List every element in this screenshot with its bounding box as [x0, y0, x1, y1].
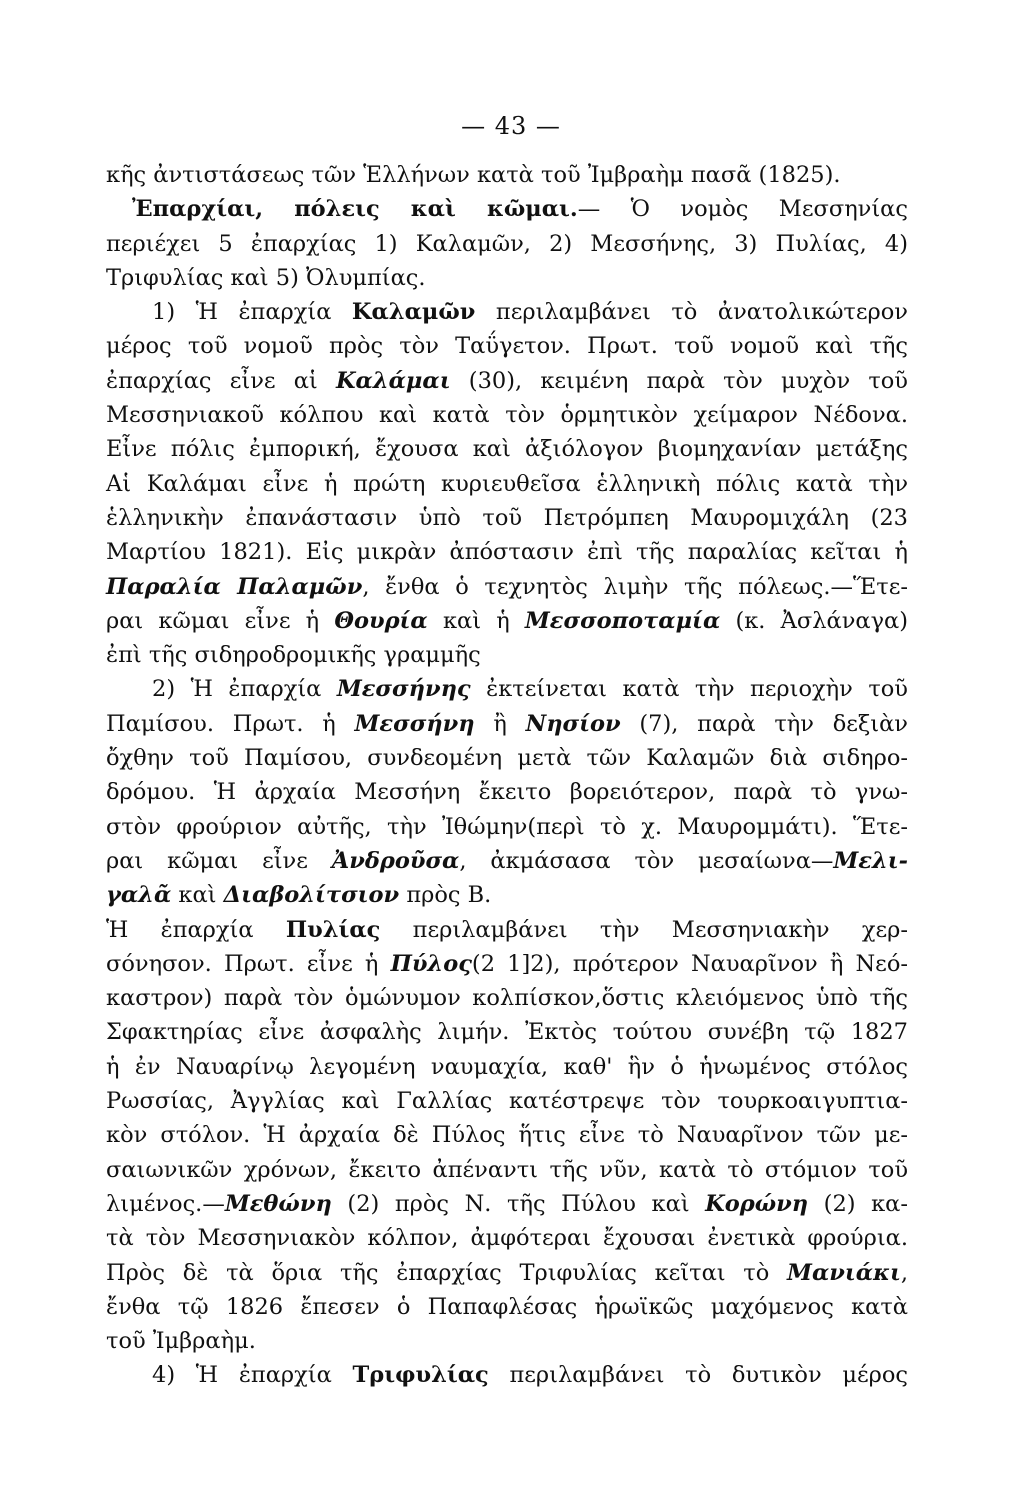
- text-line: Σφακτηρίας εἶνε ἀσφαλὴς λιμήν. Ἐκτὸς τούτου συνέβη τῷ 1827: [106, 1019, 908, 1046]
- text-segment: σόνησον. Πρωτ. εἶνε ἡ: [106, 950, 391, 977]
- text-segment: Πρὸς δὲ τὰ ὅρια τῆς ἐπαρχίας Τριφυλίας κεῖται τὸ: [106, 1259, 788, 1286]
- emphasized-term: Μεθώνη: [224, 1190, 332, 1217]
- emphasized-term: Κορώνη: [705, 1190, 809, 1217]
- text-line: [106, 570, 908, 604]
- text-line: [106, 1256, 908, 1290]
- text-segment: ραι κῶμαι εἶνε ἡ: [106, 607, 335, 634]
- text-segment: (30), κειμένη παρὰ τὸν μυχὸν τοῦ: [450, 367, 908, 394]
- emphasized-term: Τριφυλίας: [352, 1362, 489, 1389]
- text-line: ἡ ἐν Ναυαρίνῳ λεγομένη ναυμαχία, καθ' ἣν ὁ ἡνωμένος στόλος: [106, 1053, 908, 1080]
- text-line: Αἱ Καλάμαι εἶνε ἡ πρώτη κυριευθεῖσα ἑλληνικὴ πόλις κατὰ τὴν: [106, 470, 908, 497]
- text-segment: περιλαμβάνει τὴν Μεσσηνιακὴν χερ-: [380, 916, 909, 943]
- text-line: δρόμου. Ἡ ἀρχαία Μεσσήνη ἔκειτο βορειότερον, παρὰ τὸ γνω-: [106, 779, 908, 806]
- text-line: ὄχθην τοῦ Παμίσου, συνδεομένη μετὰ τῶν Καλαμῶν διὰ σιδηρο-: [106, 745, 908, 772]
- emphasized-term: γαλᾶ: [106, 882, 172, 909]
- emphasized-term: Διαβολίτσιον: [223, 882, 400, 909]
- emphasized-term: Ἐπαρχίαι, πόλεις καὶ κῶμαι.: [132, 196, 578, 223]
- text-line: κῆς ἀντιστάσεως τῶν Ἑλλήνων κατὰ τοῦ Ἰμβραὴμ πασᾶ (1825).: [106, 162, 841, 188]
- text-segment: περιλαμβάνει τὸ ἀνατολικώτερον: [475, 299, 908, 326]
- text-line: [106, 192, 908, 226]
- text-segment: 2) Ἡ ἐπαρχία: [152, 676, 337, 703]
- emphasized-term: Παραλία Παλαμῶν: [106, 573, 363, 600]
- text-line: περιέχει 5 ἐπαρχίας 1) Καλαμῶν, 2) Μεσσήνης, 3) Πυλίας, 4): [106, 230, 908, 257]
- text-segment: (2 1]2), πρότερον Ναυαρῖνον ἢ Νεό-: [471, 950, 908, 977]
- text-line: κὸν στόλον. Ἡ ἀρχαία δὲ Πύλος ἥτις εἶνε τὸ Ναυαρῖνον τῶν με-: [106, 1122, 908, 1149]
- text-line: [106, 1187, 908, 1221]
- emphasized-term: Μεσσοποταμία: [524, 607, 721, 634]
- text-line: [106, 707, 908, 741]
- text-segment: — Ὁ νομὸς Μεσσηνίας: [577, 196, 908, 223]
- text-line: [106, 672, 908, 706]
- text-segment: λιμένος.—: [106, 1190, 225, 1217]
- text-line: [106, 878, 908, 912]
- text-segment: καὶ: [171, 882, 224, 909]
- text-line: [106, 913, 908, 947]
- text-segment: Παμίσου. Πρωτ. ἡ: [106, 710, 355, 737]
- text-line: ἐπὶ τῆς σιδηροδρομικῆς γραμμῆς: [106, 642, 481, 669]
- text-segment: 1) Ἡ ἐπαρχία: [152, 299, 352, 326]
- text-line: [106, 364, 908, 398]
- text-line: στὸν φρούριον αὐτῆς, τὴν Ἰθώμην(περὶ τὸ χ. Μαυρομμάτι). Ἕτε-: [106, 813, 908, 840]
- text-segment: 4) Ἡ ἐπαρχία: [152, 1362, 353, 1389]
- text-line: [106, 844, 908, 878]
- text-line: Τριφυλίας καὶ 5) Ὀλυμπίας.: [106, 264, 426, 291]
- page-number: — 43 —: [461, 112, 561, 140]
- text-segment: , ἔνθα ὁ τεχνητὸς λιμὴν τῆς πόλεως.—Ἕτε-: [362, 573, 908, 600]
- emphasized-term: Μανιάκι: [787, 1259, 901, 1286]
- emphasized-term: Μελι-: [833, 847, 908, 874]
- emphasized-term: Θουρία: [334, 607, 428, 634]
- emphasized-term: Μεσσήνης: [336, 676, 471, 703]
- emphasized-term: Νησίον: [525, 710, 621, 737]
- text-segment: (7), παρὰ τὴν δεξιὰν: [620, 710, 908, 737]
- text-line: [106, 295, 908, 329]
- text-segment: πρὸς Β.: [399, 882, 492, 909]
- text-segment: Ἡ ἐπαρχία: [106, 916, 286, 943]
- text-line: Ρωσσίας, Ἀγγλίας καὶ Γαλλίας κατέστρεψε τὸν τουρκοαιγυπτια-: [106, 1088, 908, 1115]
- text-segment: (2) κα-: [808, 1190, 908, 1217]
- text-segment: , ἀκμάσασα τὸν μεσαίωνα—: [459, 847, 834, 874]
- emphasized-term: Καλάμαι: [335, 367, 451, 394]
- emphasized-term: Πυλίας: [285, 916, 381, 943]
- text-line: [106, 604, 908, 638]
- emphasized-term: Μεσσήνη: [354, 710, 475, 737]
- text-line: Μεσσηνιακοῦ κόλπου καὶ κατὰ τὸν ὁρμητικὸν χείμαρον Νέδονα.: [106, 402, 908, 429]
- body-text: [106, 158, 908, 1393]
- text-line: τοῦ Ἰμβραὴμ.: [106, 1328, 256, 1355]
- text-line: μέρος τοῦ νομοῦ πρὸς τὸν Ταΰγετον. Πρωτ. τοῦ νομοῦ καὶ τῆς: [106, 333, 908, 360]
- text-segment: περιλαμβάνει τὸ δυτικὸν μέρος: [488, 1362, 908, 1389]
- text-line: Εἶνε πόλις ἐμπορική, ἔχουσα καὶ ἀξιόλογον βιομηχανίαν μετάξης: [106, 436, 908, 463]
- text-segment: (κ. Ἀσλάναγα): [720, 607, 908, 634]
- text-line: [106, 1358, 908, 1392]
- text-segment: ἢ: [474, 710, 526, 737]
- text-line: ἔνθα τῷ 1826 ἔπεσεν ὁ Παπαφλέσας ἡρωϊκῶς μαχόμενος κατὰ: [106, 1293, 908, 1320]
- text-line: [106, 947, 908, 981]
- emphasized-term: Πύλος: [390, 950, 472, 977]
- text-segment: ραι κῶμαι εἶνε: [106, 847, 332, 874]
- text-line: σαιωνικῶν χρόνων, ἔκειτο ἀπέναντι τῆς νῦν, κατὰ τὸ στόμιον τοῦ: [106, 1156, 908, 1183]
- text-line: Μαρτίου 1821). Εἰς μικρὰν ἀπόστασιν ἐπὶ τῆς παραλίας κεῖται ἡ: [106, 539, 908, 566]
- text-line: καστρον) παρὰ τὸν ὁμώνυμον κολπίσκον,ὅστις κλειόμενος ὑπὸ τῆς: [106, 985, 908, 1012]
- text-segment: καὶ ἡ: [427, 607, 525, 634]
- text-segment: ἐκτείνεται κατὰ τὴν περιοχὴν τοῦ: [470, 676, 908, 703]
- text-line: ἑλληνικὴν ἐπανάστασιν ὑπὸ τοῦ Πετρόμπεη Μαυρομιχάλη (23: [106, 504, 908, 531]
- emphasized-term: Καλαμῶν: [351, 299, 476, 326]
- text-segment: ,: [900, 1259, 908, 1286]
- emphasized-term: Ἀνδροῦσα: [331, 847, 460, 874]
- text-segment: ἐπαρχίας εἶνε αἱ: [106, 367, 336, 394]
- text-segment: (2) πρὸς Ν. τῆς Πύλου καὶ: [331, 1190, 706, 1217]
- text-line: τὰ τὸν Μεσσηνιακὸν κόλπον, ἀμφότεραι ἔχουσαι ἐνετικὰ φρούρια.: [106, 1225, 908, 1252]
